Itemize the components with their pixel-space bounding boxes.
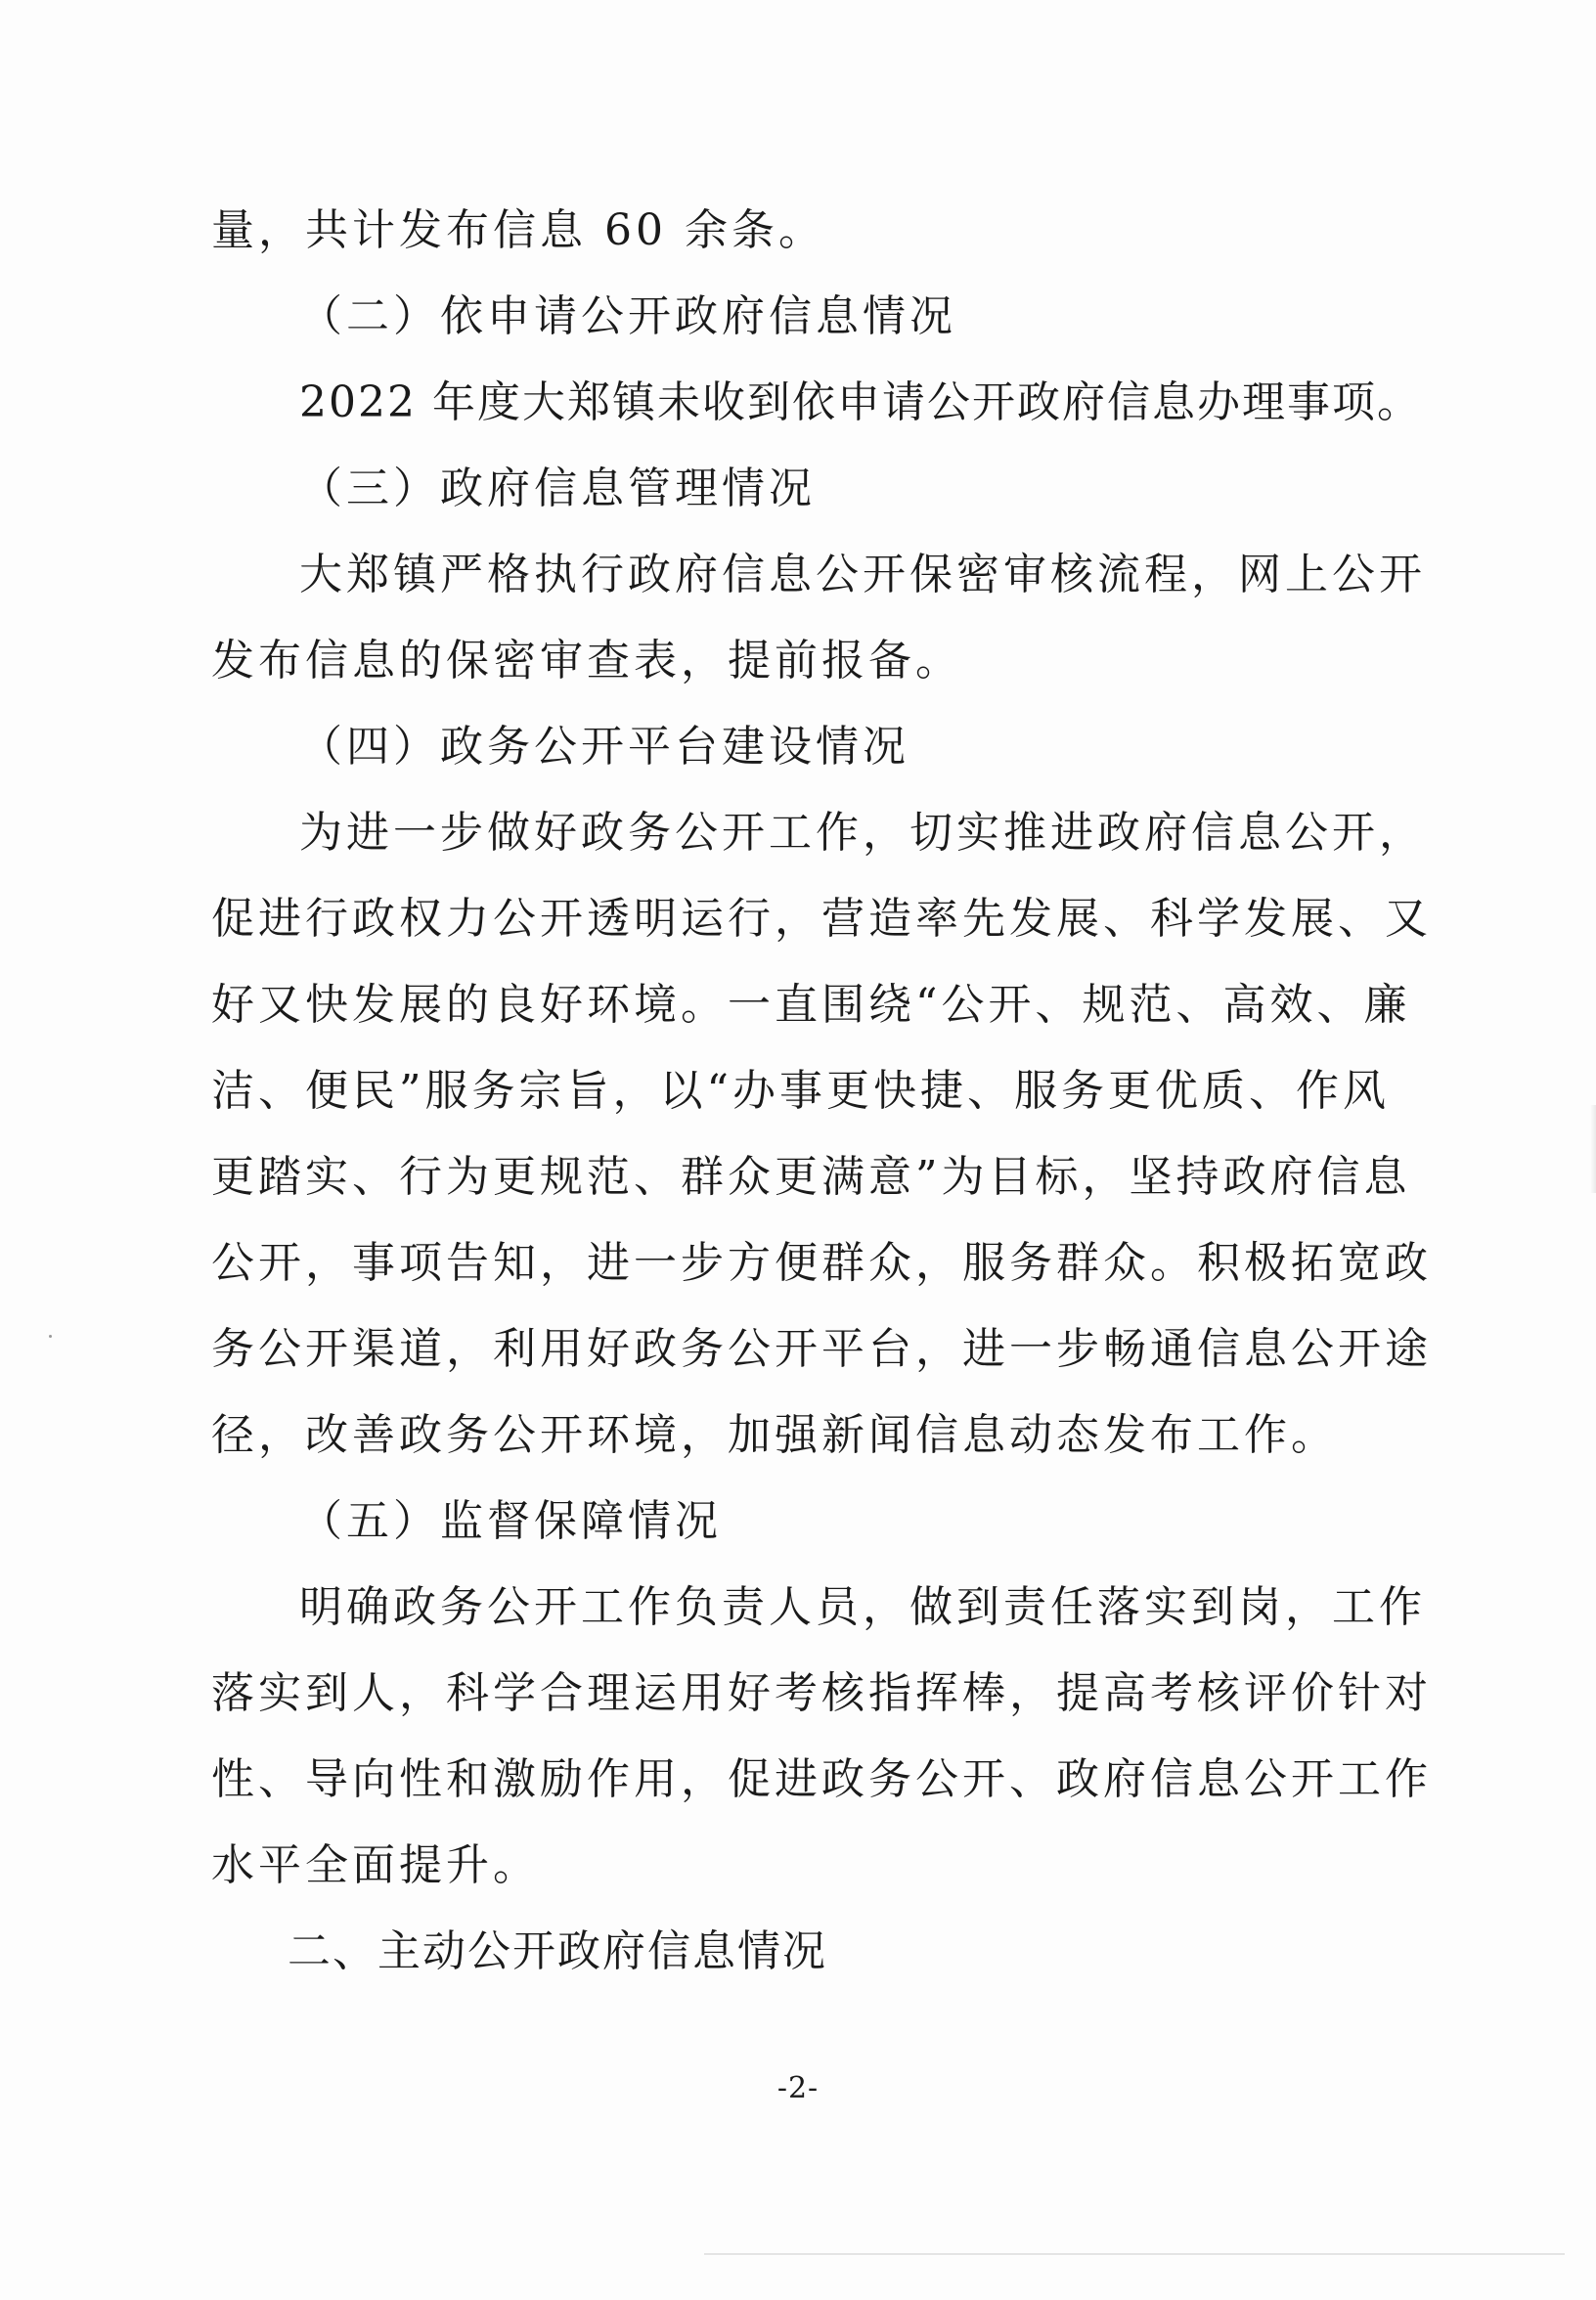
subsection-heading: （五）监督保障情况 xyxy=(299,1496,722,1546)
body-line: 为进一步做好政务公开工作，切实推进政府信息公开， xyxy=(299,808,1426,858)
body-line: 公开，事项告知，进一步方便群众，服务群众。积极拓宽政 xyxy=(211,1238,1432,1288)
subsection-heading: （三）政府信息管理情况 xyxy=(299,464,816,513)
page-number: -2- xyxy=(776,2071,820,2105)
body-line: 更踏实、行为更规范、群众更满意”为目标，坚持政府信息 xyxy=(211,1152,1411,1202)
subsection-heading: （二）依申请公开政府信息情况 xyxy=(299,291,956,341)
body-line: 促进行政权力公开透明运行，营造率先发展、科学发展、又 xyxy=(211,894,1432,944)
body-line: 径，改善政务公开环境，加强新闻信息动态发布工作。 xyxy=(211,1410,1338,1460)
body-line: 发布信息的保密审查表，提前报备。 xyxy=(211,636,962,686)
body-line: 2022 年度大郑镇未收到依申请公开政府信息办理事项。 xyxy=(299,377,1422,427)
body-line: 落实到人，科学合理运用好考核指挥棒，提高考核评价针对 xyxy=(211,1668,1432,1718)
body-line: 量，共计发布信息 60 余条。 xyxy=(211,205,825,255)
subsection-heading: （四）政务公开平台建设情况 xyxy=(299,722,909,772)
body-line: 水平全面提升。 xyxy=(211,1840,540,1890)
body-line: 务公开渠道，利用好政务公开平台，进一步畅通信息公开途 xyxy=(211,1324,1432,1374)
scan-speck xyxy=(49,1335,52,1338)
scan-bottom-edge xyxy=(704,2253,1565,2255)
body-line: 好又快发展的良好环境。一直围绕“公开、规范、高效、廉 xyxy=(211,980,1411,1030)
section-heading: 二、主动公开政府信息情况 xyxy=(288,1926,827,1976)
body-line: 大郑镇严格执行政府信息公开保密审核流程，网上公开 xyxy=(299,550,1426,599)
scan-edge-mark xyxy=(1590,1105,1596,1193)
body-line: 性、导向性和激励作用，促进政务公开、政府信息公开工作 xyxy=(211,1754,1432,1804)
body-line: 洁、便民”服务宗旨，以“办事更快捷、服务更优质、作风 xyxy=(211,1066,1390,1116)
body-line: 明确政务公开工作负责人员，做到责任落实到岗，工作 xyxy=(299,1582,1426,1632)
